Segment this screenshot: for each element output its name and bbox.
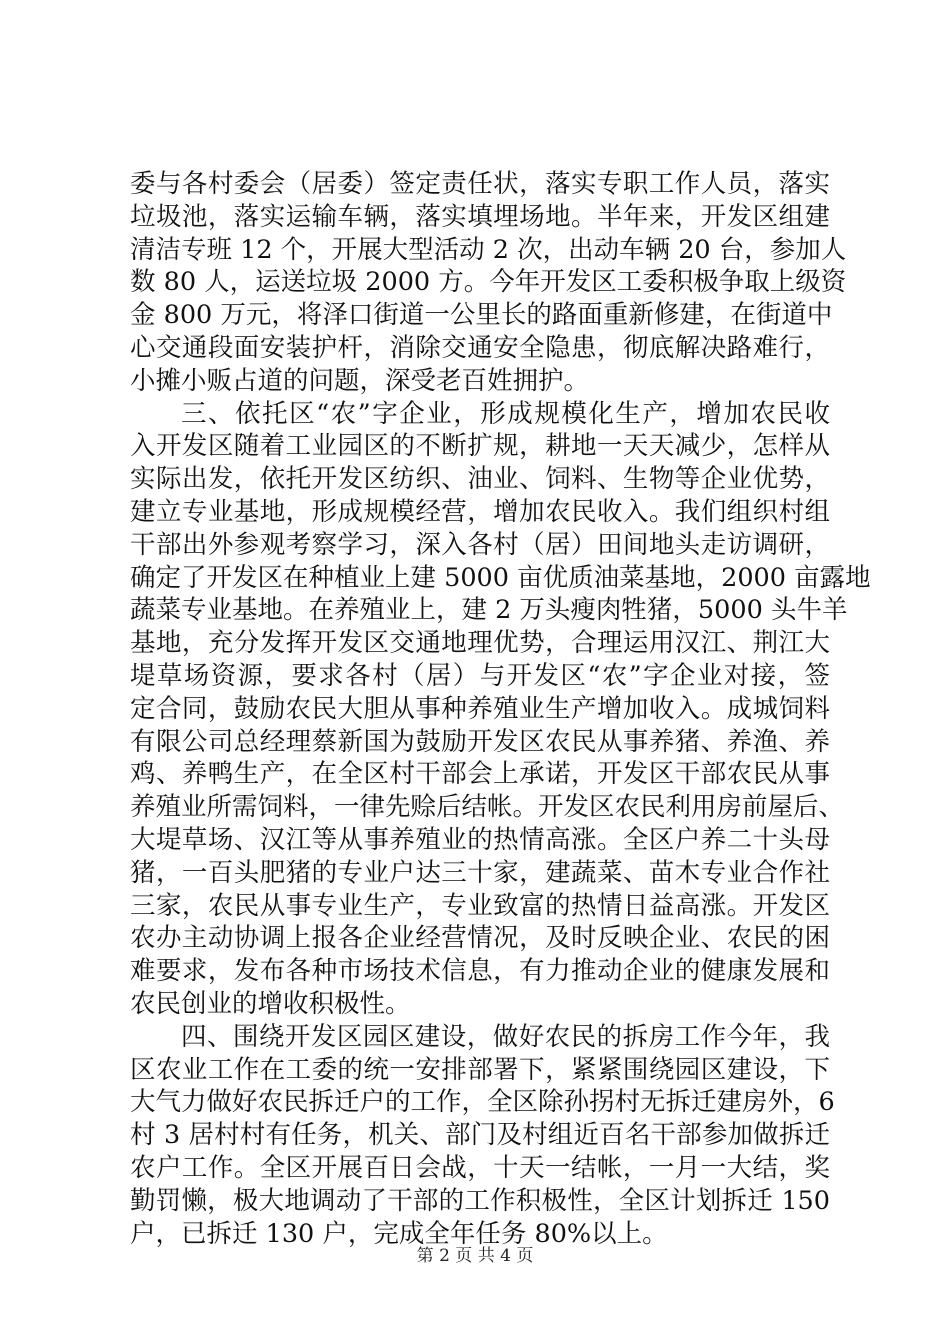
text-line: 蔬菜专业基地。在养殖业上，建 2 万头瘦肉牲猪，5000 头牛羊 (130, 595, 848, 626)
document-body (130, 168, 871, 1250)
text-line: 确定了开发区在种植业上建 5000 亩优质油菜基地，2000 亩露地 (130, 562, 871, 593)
text-line: 猪，一百头肥猪的专业户达三十家，建蔬菜、苗木专业合作社 (130, 857, 830, 888)
text-line: 实际出发，依托开发区纺织、油业、饲料、生物等企业优势， (130, 464, 830, 495)
text-line: 农民创业的增收积极性。 (130, 988, 411, 1019)
text-line: 清洁专班 12 个，开展大型活动 2 次，出动车辆 20 台，参加人 (130, 234, 847, 265)
text-line: 定合同，鼓励农民大胆从事种养殖业生产增加收入。成城饲料 (130, 693, 830, 724)
text-line: 委与各村委会（居委）签定责任状，落实专职工作人员，落实 (130, 169, 830, 199)
text-line: 农办主动协调上报各企业经营情况，及时反映企业、农民的困 (130, 923, 830, 954)
text-line: 建立专业基地，形成规模经营，增加农民收入。我们组织村组 (130, 496, 830, 527)
text-line: 区农业工作在工委的统一安排部署下，紧紧围绕园区建设，下 (130, 1054, 830, 1085)
text-line: 金 800 万元，将泽口街道一公里长的路面重新修建，在街道中 (130, 300, 833, 331)
text-line: 堤草场资源，要求各村（居）与开发区“农”字企业对接，签 (130, 660, 830, 691)
text-line: 农户工作。全区开展百日会战，十天一结帐，一月一大结，奖 (130, 1152, 830, 1183)
text-line: 鸡、养鸭生产，在全区村干部会上承诺，开发区干部农民从事 (130, 759, 830, 790)
page-number-footer: 第 2 页 共 4 页 (416, 1246, 534, 1266)
text-line: 小摊小贩占道的问题，深受老百姓拥护。 (130, 365, 590, 396)
paragraph-heading-line: 三、依托区“农”字企业，形成规模化生产，增加农民收 (181, 398, 830, 429)
text-line: 基地，充分发挥开发区交通地理优势，合理运用汉江、荆江大 (130, 628, 830, 659)
text-line: 入开发区随着工业园区的不断扩规，耕地一天天减少，怎样从 (130, 431, 830, 462)
text-line: 三家，农民从事专业生产，专业致富的热情日益高涨。开发区 (130, 890, 830, 921)
text-line: 数 80 人，运送垃圾 2000 方。今年开发区工委积极争取上级资 (130, 267, 847, 298)
text-line: 户，已拆迁 130 户，完成全年任务 80%以上。 (130, 1218, 668, 1249)
paragraph-heading-line: 四、围绕开发区园区建设，做好农民的拆房工作今年，我 (181, 1021, 830, 1052)
text-line: 大气力做好农民拆迁户的工作，全区除孙拐村无拆迁建房外，6 (130, 1087, 835, 1118)
text-line: 勤罚懒，极大地调动了干部的工作积极性，全区计划拆迁 150 (130, 1185, 830, 1216)
text-line: 大堤草场、汉江等从事养殖业的热情高涨。全区户养二十头母 (130, 824, 830, 855)
text-line: 垃圾池，落实运输车辆，落实填埋场地。半年来，开发区组建 (130, 201, 830, 232)
text-line: 难要求，发布各种市场技术信息，有力推动企业的健康发展和 (130, 956, 830, 987)
text-line: 干部出外参观考察学习，深入各村（居）田间地头走访调研， (130, 529, 830, 560)
text-line: 养殖业所需饲料，一律先赊后结帐。开发区农民利用房前屋后、 (130, 792, 845, 823)
text-line: 有限公司总经理蔡新国为鼓励开发区农民从事养猪、养渔、养 (130, 726, 830, 757)
text-line: 心交通段面安装护杆，消除交通安全隐患，彻底解决路难行， (130, 332, 830, 363)
text-line: 村 3 居村村有任务，机关、部门及村组近百名干部参加做拆迁 (130, 1120, 830, 1151)
